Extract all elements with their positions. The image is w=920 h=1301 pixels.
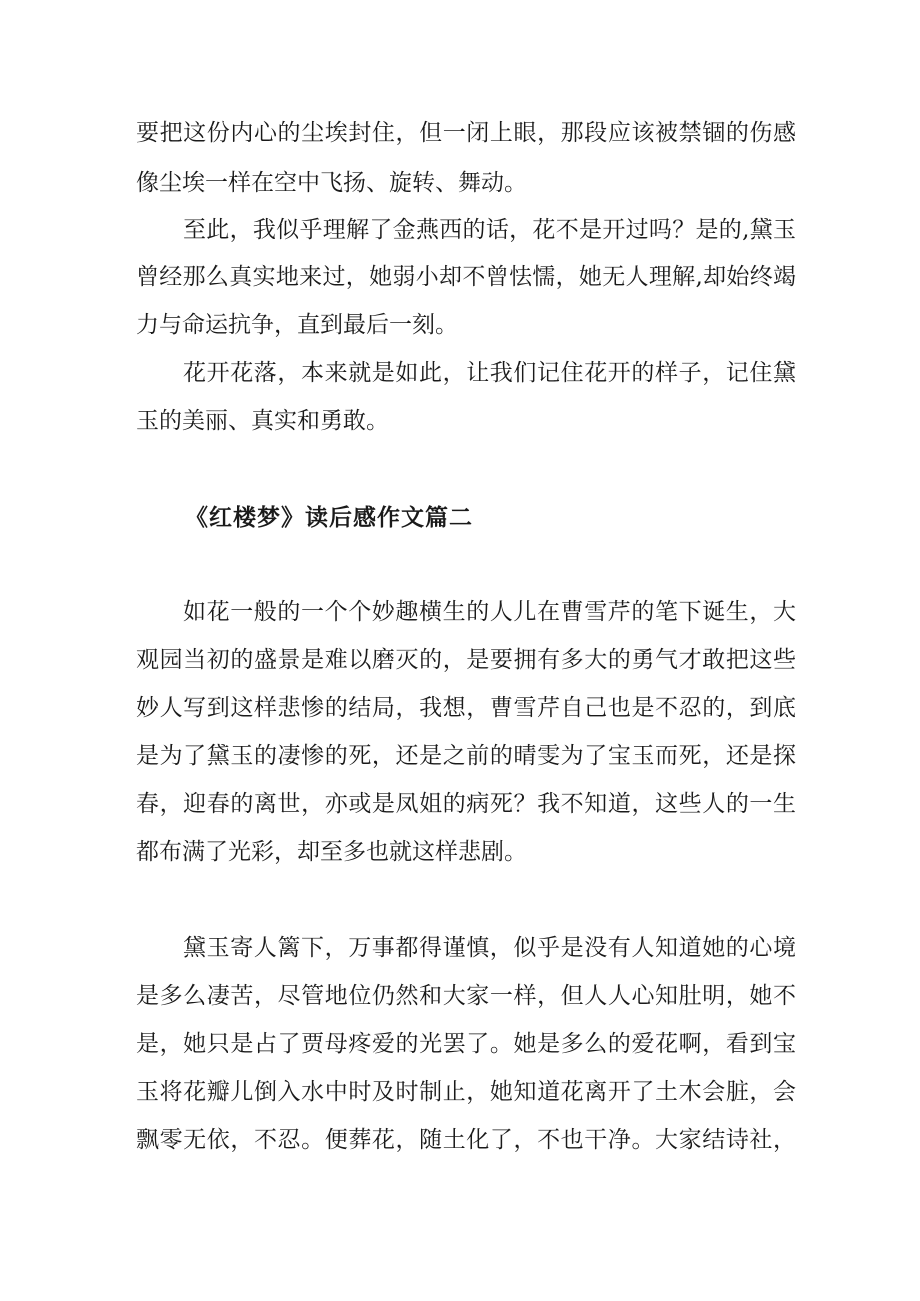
paragraph-2-line-3: 力与命运抗争，直到最后一刻。 [136,312,458,338]
paragraph-1-line-1: 要把这份内心的尘埃封住，但一闭上眼，那段应该被禁锢的伤感 [136,120,796,146]
paragraph-5-line-4: 玉将花瓣儿倒入水中时及时制止，她知道花离开了土木会脏，会 [136,1079,796,1105]
paragraph-1-line-2: 像尘埃一样在空中飞扬、旋转、舞动。 [136,170,527,196]
paragraph-5-line-3: 是，她只是占了贾母疼爱的光罢了。她是多么的爱花啊，看到宝 [136,1031,796,1057]
section-heading: 《红楼梦》读后感作文篇二 [185,504,473,531]
paragraph-4-line-2: 观园当初的盛景是难以磨灭的，是要拥有多大的勇气才敢把这些 [136,647,796,673]
paragraph-3-line-2: 玉的美丽、真实和勇敢。 [136,408,389,434]
paragraph-4-line-5: 春，迎春的离世，亦或是凤姐的病死？我不知道，这些人的一生 [136,791,796,817]
paragraph-4-line-6: 都布满了光彩，却至多也就这样悲剧。 [136,839,527,865]
paragraph-2-line-2: 曾经那么真实地来过，她弱小却不曾怯懦，她无人理解,却始终竭 [136,264,796,290]
paragraph-2-line-1: 至此，我似乎理解了金燕西的话，花不是开过吗？是的,黛玉 [183,217,796,243]
paragraph-4-line-4: 是为了黛玉的凄惨的死，还是之前的晴雯为了宝玉而死，还是探 [136,743,796,769]
paragraph-5-line-5: 飘零无依，不忍。便葬花，随土化了，不也干净。大家结诗社， [136,1127,796,1153]
paragraph-5-line-2: 是多么凄苦，尽管地位仍然和大家一样，但人人心知肚明，她不 [136,983,796,1009]
paragraph-4-line-1: 如花一般的一个个妙趣横生的人儿在曹雪芹的笔下诞生，大 [183,599,796,625]
paragraph-4-line-3: 妙人写到这样悲惨的结局，我想，曹雪芹自己也是不忍的，到底 [136,695,796,721]
paragraph-3-line-1: 花开花落，本来就是如此，让我们记住花开的样子，记住黛 [183,360,796,386]
paragraph-5-line-1: 黛玉寄人篱下，万事都得谨慎，似乎是没有人知道她的心境 [183,935,796,961]
